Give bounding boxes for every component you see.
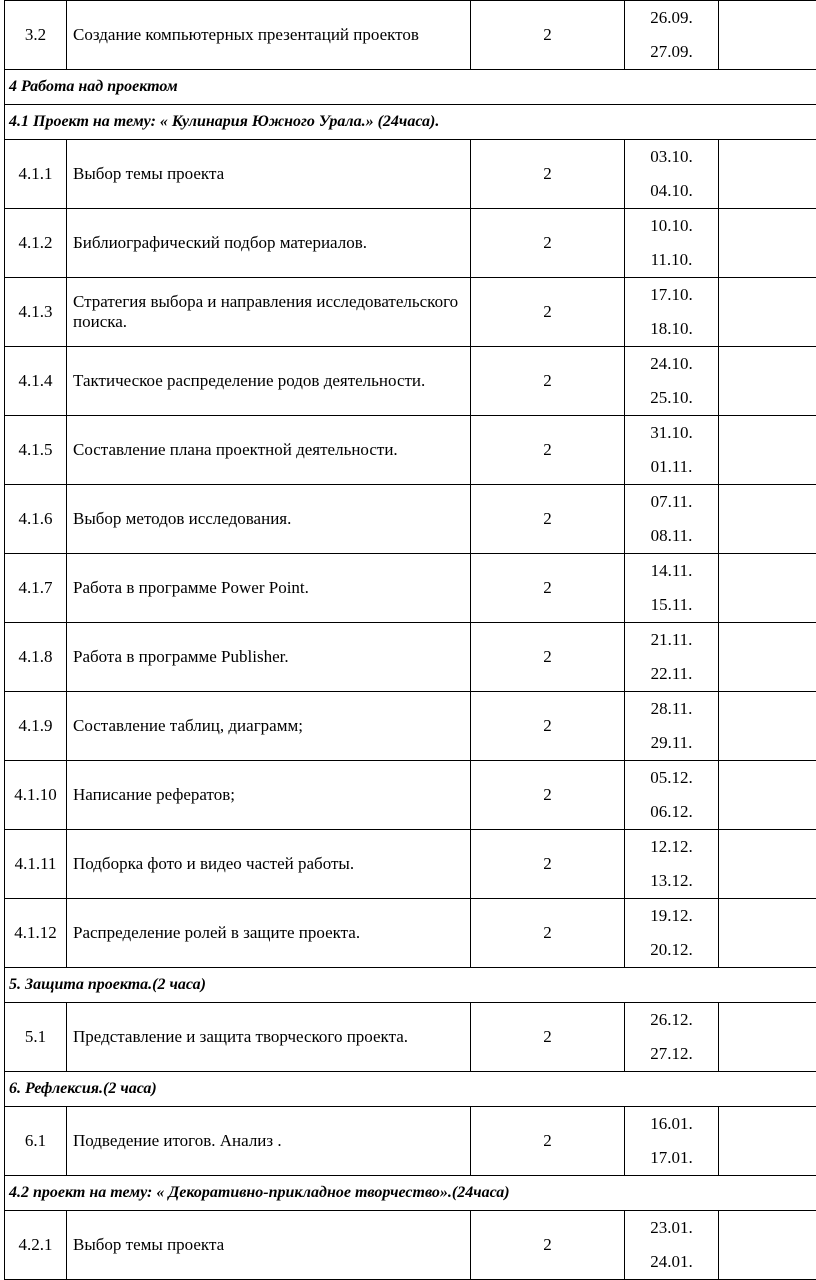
- row-notes: [719, 830, 816, 899]
- row-notes: [719, 554, 816, 623]
- table-body: [5, 1, 816, 1280]
- row-dates: [625, 416, 719, 485]
- lesson-date: 14.11.: [625, 554, 718, 588]
- row-number: 5.1: [5, 1003, 67, 1072]
- row-topic: Подведение итогов. Анализ .: [67, 1107, 471, 1176]
- row-hours: 2: [471, 140, 625, 209]
- row-number: 4.1.7: [5, 554, 67, 623]
- table-row: [5, 1107, 816, 1176]
- row-hours: 2: [471, 347, 625, 416]
- lesson-date: 31.10.: [625, 416, 718, 450]
- row-topic: Представление и защита творческого проекта.: [67, 1003, 471, 1072]
- row-number: 6.1: [5, 1107, 67, 1176]
- row-notes: [719, 761, 816, 830]
- lesson-date: 26.09.: [625, 1, 718, 35]
- table-row: [5, 623, 816, 692]
- row-number: 4.2.1: [5, 1211, 67, 1280]
- section-title: 5. Защита проекта.(2 часа): [5, 968, 816, 1003]
- lesson-date: 27.09.: [625, 35, 718, 69]
- table-row: [5, 830, 816, 899]
- row-number: 4.1.1: [5, 140, 67, 209]
- table-row: [5, 1211, 816, 1280]
- row-topic: Распределение ролей в защите проекта.: [67, 899, 471, 968]
- row-dates: [625, 1107, 719, 1176]
- lesson-date: 24.10.: [625, 347, 718, 381]
- table-row: [5, 1, 816, 70]
- row-topic: Выбор темы проекта: [67, 140, 471, 209]
- table-row: [5, 347, 816, 416]
- row-topic: Тактическое распределение родов деятельности.: [67, 347, 471, 416]
- row-notes: [719, 278, 816, 347]
- row-hours: 2: [471, 1107, 625, 1176]
- row-notes: [719, 1003, 816, 1072]
- lesson-date: 24.01.: [625, 1245, 718, 1279]
- row-hours: 2: [471, 209, 625, 278]
- row-topic: Библиографический подбор материалов.: [67, 209, 471, 278]
- row-dates: [625, 278, 719, 347]
- row-notes: [719, 485, 816, 554]
- row-dates: [625, 485, 719, 554]
- row-topic: Написание рефератов;: [67, 761, 471, 830]
- row-dates: [625, 761, 719, 830]
- row-number: 4.1.8: [5, 623, 67, 692]
- table-row: [5, 761, 816, 830]
- section-row: [5, 1072, 816, 1107]
- table-row: [5, 485, 816, 554]
- lesson-date: 16.01.: [625, 1107, 718, 1141]
- row-hours: 2: [471, 278, 625, 347]
- table-row: [5, 692, 816, 761]
- row-dates: [625, 1211, 719, 1280]
- row-hours: 2: [471, 1, 625, 70]
- lesson-date: 03.10.: [625, 140, 718, 174]
- section-row: [5, 70, 816, 105]
- row-topic: Стратегия выбора и направления исследовательского поиска.: [67, 278, 471, 347]
- row-topic: Выбор темы проекта: [67, 1211, 471, 1280]
- row-notes: [719, 692, 816, 761]
- row-hours: 2: [471, 623, 625, 692]
- row-hours: 2: [471, 554, 625, 623]
- row-number: 4.1.6: [5, 485, 67, 554]
- lesson-date: 17.10.: [625, 278, 718, 312]
- lesson-date: 17.01.: [625, 1141, 718, 1175]
- lesson-date: 19.12.: [625, 899, 718, 933]
- row-dates: [625, 1003, 719, 1072]
- section-row: [5, 105, 816, 140]
- row-topic: Составление плана проектной деятельности.: [67, 416, 471, 485]
- lesson-date: 12.12.: [625, 830, 718, 864]
- row-topic: Составление таблиц, диаграмм;: [67, 692, 471, 761]
- row-hours: 2: [471, 899, 625, 968]
- section-title: 4 Работа над проектом: [5, 70, 816, 105]
- table-row: [5, 140, 816, 209]
- lesson-date: 28.11.: [625, 692, 718, 726]
- lesson-date: 08.11.: [625, 519, 718, 553]
- row-dates: [625, 692, 719, 761]
- row-dates: [625, 347, 719, 416]
- lesson-date: 15.11.: [625, 588, 718, 622]
- row-notes: [719, 1211, 816, 1280]
- row-number: 4.1.4: [5, 347, 67, 416]
- lesson-date: 22.11.: [625, 657, 718, 691]
- row-dates: [625, 140, 719, 209]
- lesson-date: 29.11.: [625, 726, 718, 760]
- lesson-date: 23.01.: [625, 1211, 718, 1245]
- table-row: [5, 209, 816, 278]
- table-row: [5, 899, 816, 968]
- row-topic: Работа в программе Publisher.: [67, 623, 471, 692]
- row-hours: 2: [471, 416, 625, 485]
- row-hours: 2: [471, 1003, 625, 1072]
- row-topic: Создание компьютерных презентаций проектов: [67, 1, 471, 70]
- lesson-plan-table: [4, 0, 816, 1280]
- lesson-date: 27.12.: [625, 1037, 718, 1071]
- row-topic: Выбор методов исследования.: [67, 485, 471, 554]
- row-dates: [625, 209, 719, 278]
- row-dates: [625, 899, 719, 968]
- row-number: 4.1.5: [5, 416, 67, 485]
- lesson-date: 25.10.: [625, 381, 718, 415]
- row-notes: [719, 209, 816, 278]
- row-number: 4.1.10: [5, 761, 67, 830]
- row-notes: [719, 140, 816, 209]
- row-topic: Работа в программе Power Point.: [67, 554, 471, 623]
- row-hours: 2: [471, 485, 625, 554]
- row-number: 4.1.11: [5, 830, 67, 899]
- lesson-date: 13.12.: [625, 864, 718, 898]
- row-dates: [625, 1, 719, 70]
- section-row: [5, 968, 816, 1003]
- row-number: 4.1.9: [5, 692, 67, 761]
- row-number: 3.2: [5, 1, 67, 70]
- table-row: [5, 554, 816, 623]
- row-notes: [719, 899, 816, 968]
- row-notes: [719, 1107, 816, 1176]
- table-row: [5, 416, 816, 485]
- row-number: 4.1.3: [5, 278, 67, 347]
- row-notes: [719, 347, 816, 416]
- row-notes: [719, 1, 816, 70]
- section-title: 4.1 Проект на тему: « Кулинария Южного Урала.» (24часа).: [5, 105, 816, 140]
- row-dates: [625, 830, 719, 899]
- row-topic: Подборка фото и видео частей работы.: [67, 830, 471, 899]
- lesson-date: 20.12.: [625, 933, 718, 967]
- row-dates: [625, 554, 719, 623]
- lesson-date: 04.10.: [625, 174, 718, 208]
- section-title: 6. Рефлексия.(2 часа): [5, 1072, 816, 1107]
- lesson-date: 21.11.: [625, 623, 718, 657]
- row-hours: 2: [471, 692, 625, 761]
- lesson-date: 10.10.: [625, 209, 718, 243]
- lesson-date: 18.10.: [625, 312, 718, 346]
- row-hours: 2: [471, 830, 625, 899]
- lesson-date: 07.11.: [625, 485, 718, 519]
- lesson-date: 06.12.: [625, 795, 718, 829]
- table-row: [5, 278, 816, 347]
- row-number: 4.1.2: [5, 209, 67, 278]
- section-title: 4.2 проект на тему: « Декоративно-прикладное творчество».(24часа): [5, 1176, 816, 1211]
- row-number: 4.1.12: [5, 899, 67, 968]
- row-dates: [625, 623, 719, 692]
- table-row: [5, 1003, 816, 1072]
- row-hours: 2: [471, 1211, 625, 1280]
- section-row: [5, 1176, 816, 1211]
- lesson-date: 26.12.: [625, 1003, 718, 1037]
- row-hours: 2: [471, 761, 625, 830]
- row-notes: [719, 416, 816, 485]
- row-notes: [719, 623, 816, 692]
- lesson-date: 01.11.: [625, 450, 718, 484]
- lesson-date: 11.10.: [625, 243, 718, 277]
- lesson-date: 05.12.: [625, 761, 718, 795]
